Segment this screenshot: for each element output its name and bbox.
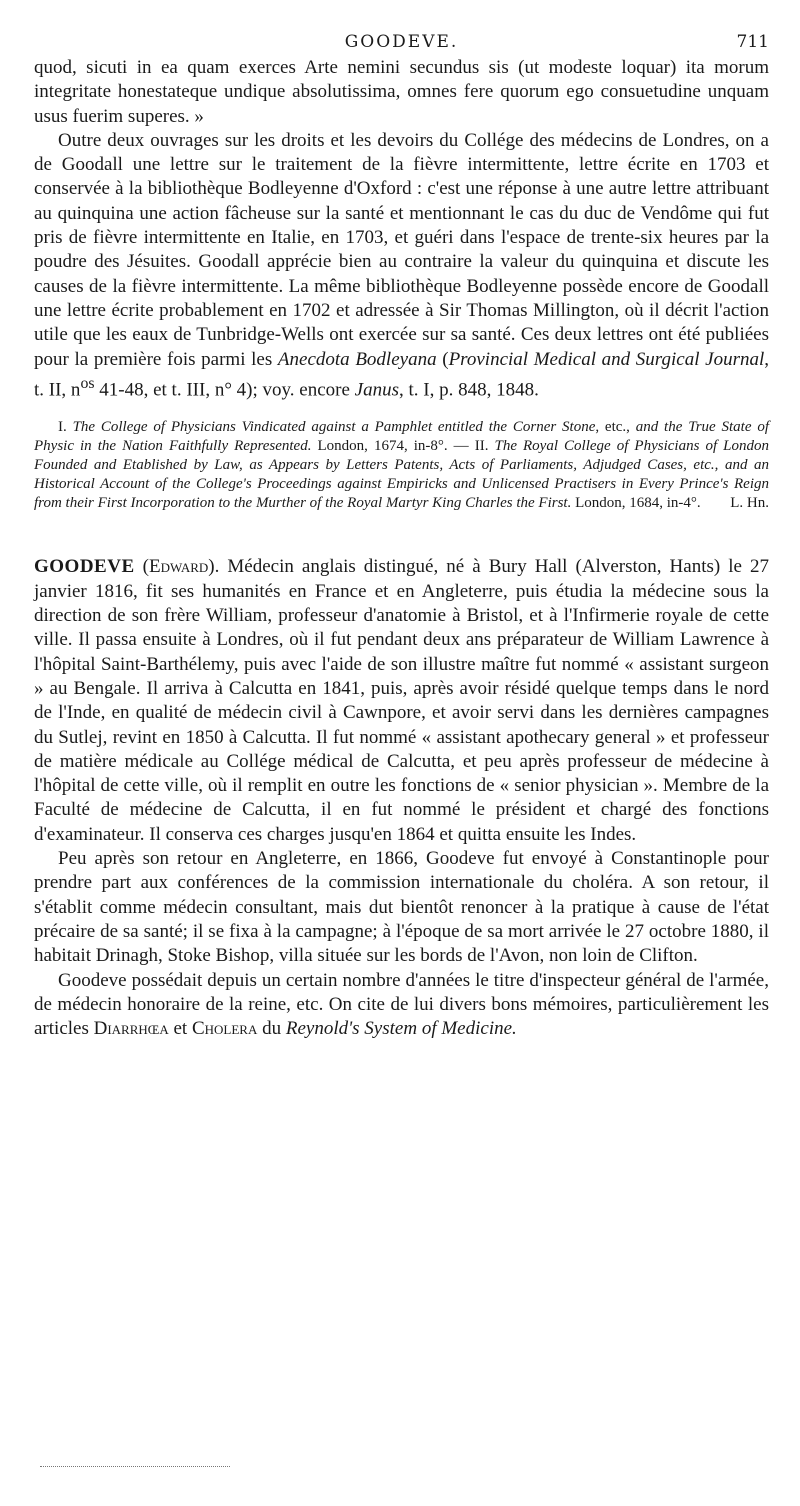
footnote-title-1b: and the True State of Physic in the Nation Faithfully Represented. [34, 419, 769, 455]
page-header [34, 28, 769, 56]
entry-headword: GOODEVE [34, 556, 135, 578]
title-anecdota: Anecdota Bodleyana [277, 348, 437, 370]
text-run: , etc., [595, 419, 636, 436]
title-janus: Janus [354, 379, 399, 401]
text-run: et [168, 1018, 192, 1040]
entry-first-paragraph [34, 555, 769, 847]
text-run: du [257, 1018, 286, 1040]
entry-third-paragraph [34, 969, 769, 1042]
article-diarrhoea: Diarrhœa [93, 1018, 169, 1040]
text-run: London, 1674, in-8°. — II. [311, 438, 495, 455]
title-journal: Provincial Medical and Surgical Journal [448, 348, 765, 370]
entry-biography-text: Médecin anglais distingué, né à Bury Hall (Alverston, Hants) le 27 janvier 1816, fit ses humanités en France et en Angleterre, puis étudia la médecine sous la direction de son frère William, professeur d'anatomie à Bristol, et à l'Infirmerie royale de cette ville. Il passa ensuite à Londres, où il fut pendant deux ans préparateur de William Lawrence à l'hôpital Saint-Barthélemy, puis avec l'aide de son illustre maître fut nommé « assistant surgeon » au Bengale. Il arriva à Calcutta en 1841, puis, après avoir résidé quelque temps dans le nord de l'Inde, en qualité de médecin civil à Cawnpore, et avoir servi dans les dernières campagnes du Sutlej, revint en 1850 à Calcutta. Il fut nommé « assistant apothecary general » et professeur de matière médicale au Collége médical de Calcutta, et peu après professeur de médecine à l'hôpital de cette ville, où il remplit en outre les fonctions de « senior physician ». Membre de la Faculté de médecine de Calcutta, il en fut nommé le président et chargé des fonctions d'examinateur. Il conserva ces charges jusqu'en 1864 et quitta ensuite les Indes. [34, 556, 769, 845]
footnote-number: I. [58, 419, 73, 436]
text-run: London, 1684, in-4°. [571, 495, 701, 512]
text-run: , t. I, p. 848, 1848. [399, 379, 539, 401]
page [34, 28, 769, 1041]
goodall-works-text: Outre deux ouvrages sur les droits et les devoirs du Collége des médecins de Londres, on a de Goodall une lettre sur le traitement de la fièvre intermittente, lettre écrite en 1703 et conservée à la bibliothèque Bodleyenne d'Oxford : c'est une réponse à une autre lettre attribuant au quinquina une action fâcheuse sur la santé et mentionnant le cas du duc de Vendôme qui fut pris de fièvre intermittente en Italie, en 1703, et guéri dans l'espace de trente-six heures par la poudre des Jésuites. Goodall apprécie bien au contraire la valeur du quinquina et discute les causes de la fièvre intermittente. La même bibliothèque Bodleyenne possède encore de Goodall une lettre écrite probablement en 1702 et adressée à Sir Thomas Millington, où il décrit l'action utile que les eaux de Tunbridge-Wells ont exercée sur sa santé. Ces deux lettres ont été publiées pour la première fois parmi les [34, 129, 769, 370]
goodall-works-paragraph [34, 129, 769, 403]
text-run: ( [436, 348, 449, 370]
title-reynolds: Reynold's System of Medicine. [285, 1018, 517, 1040]
text-run: ( [134, 556, 149, 578]
running-head: GOODEVE. [344, 32, 459, 52]
author-signature: L. Hn. [730, 495, 769, 512]
article-cholera: Cholera [191, 1018, 258, 1040]
entry-goodeve [34, 555, 769, 1041]
text-run: , t. II, n [34, 348, 769, 401]
entry-forename: Edward [149, 556, 209, 578]
footnote-title-2: The Royal College of Physicians of London Founded and Etablished by Law, as Appears by Letters Patents, Acts of Parliaments, Adjudged Cases, etc., and an Historical Account of the College's Proceedings against Empiricks and Unlicensed Practisers in Every Prince's Reign from their First Incorporation to the Murther of the Royal Martyr King Charles the First. [34, 438, 769, 512]
bottom-rule [40, 1466, 230, 1468]
entry-second-paragraph: Peu après son retour en Angleterre, en 1866, Goodeve fut envoyé à Constantinople pour prendre part aux conférences de la commission internationale du choléra. A son retour, il s'établit comme médecin consultant, mais dut bientôt renoncer à la pratique à cause de l'état précaire de sa santé; il se fixa à la campagne; à l'époque de sa mort arrivée le 27 octobre 1880, il habitait Drinagh, Stoke Bishop, villa située sur les bords de l'Avon, non loin de Clifton. [34, 848, 769, 967]
bibliography-footnote [34, 418, 769, 513]
continuation-paragraph: quod, sicuti in ea quam exerces Arte nemini secundus sis (ut modeste loquar) ita morum integritate honestateque undique absolutissima, omnes fere quorum ego consuetudine unquam usus fuerim superes. » [34, 57, 769, 127]
page-number: 711 [736, 32, 769, 52]
text-run: Goodeve possédait depuis un certain nombre d'années le titre d'inspecteur général de l'armée, de médecin honoraire de la reine, etc. On cite de lui divers bons mémoires, particulièrement les articles [34, 969, 769, 1040]
text-run: ). [208, 556, 228, 578]
text-run: 41-48, et t. III, n° 4); voy. encore [94, 379, 355, 401]
footnote-title-1: The College of Physicians Vindicated against a Pamphlet entitled the Corner Stone [72, 419, 596, 436]
superscript: os [80, 374, 95, 392]
